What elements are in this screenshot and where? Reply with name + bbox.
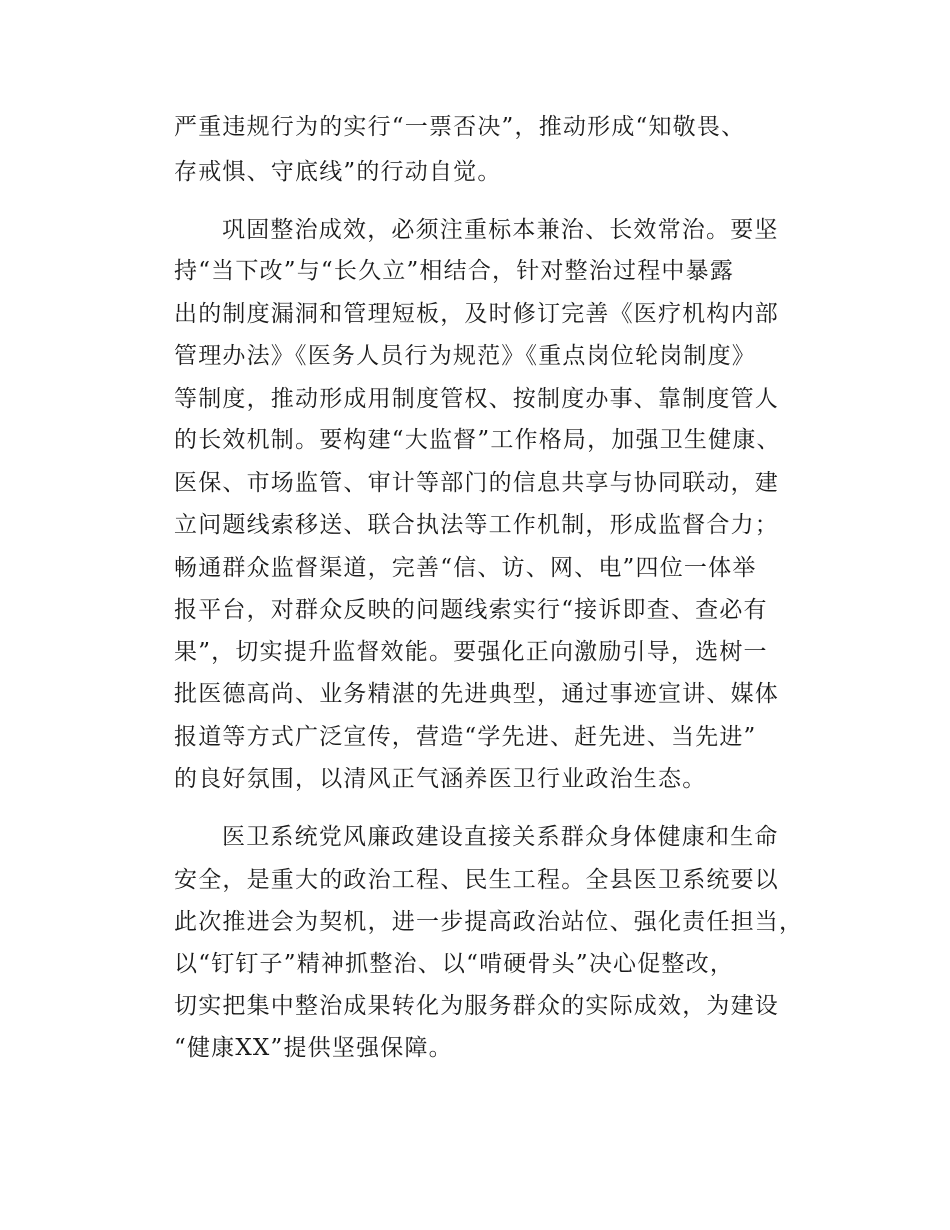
paragraph-1-line-1: 严重违规行为的实行“一票否决”，推动形成“知敬畏、 [174,114,746,140]
paragraph-2-line-12: 批医德高尚、业务精湛的先进典型，通过事迹宣讲、媒体 [174,681,779,707]
paragraph-2-line-5: 等制度，推动形成用制度管权、按制度办事、靠制度管人 [174,386,779,412]
paragraph-2-line-11: 果”，切实提升监督效能。要强化正向激励引导，选树一 [174,639,768,665]
paragraph-1-line-2: 存戒惧、守底线”的行动自觉。 [174,159,502,185]
paragraph-2-line-9: 畅通群众监督渠道，完善“信、访、网、电”四位一体举 [174,555,757,581]
paragraph-2-line-3: 出的制度漏洞和管理短板，及时修订完善《医疗机构内部 [174,301,779,327]
paragraph-2-line-8: 立问题线索移送、联合执法等工作机制，形成监督合力； [174,512,779,538]
paragraph-3-line-5: 切实把集中整治成果转化为服务群众的实际成效，为建设 [174,993,779,1019]
paragraph-3-line-6: “健康XX”提供坚强保障。 [174,1035,453,1061]
paragraph-2-line-7: 医保、市场监管、审计等部门的信息共享与协同联动，建 [174,470,779,496]
paragraph-3-line-2: 安全，是重大的政治工程、民生工程。全县医卫系统要以 [174,867,779,893]
paragraph-2-line-10: 报平台，对群众反映的问题线索实行“接诉即查、查必有 [174,597,768,623]
paragraph-3-line-3: 此次推进会为契机，进一步提高政治站位、强化责任担当， [174,909,804,935]
paragraph-2-line-13: 报道等方式广泛宣传，营造“学先进、赶先进、当先进” [174,724,757,750]
paragraph-2-line-4: 管理办法》《医务人员行为规范》《重点岗位轮岗制度》 [174,343,756,369]
paragraph-2-line-14: 的良好氛围，以清风正气涵养医卫行业政治生态。 [174,766,707,792]
paragraph-2-line-2: 持“当下改”与“长久立”相结合，针对整治过程中暴露 [174,258,735,284]
paragraph-3-line-4: 以“钉钉子”精神抓整治、以“啃硬骨头”决心促整改， [174,951,735,977]
paragraph-3-line-1: 医卫系统党风廉政建设直接关系群众身体健康和生命 [222,824,779,850]
paragraph-2-line-1: 巩固整治成效，必须注重标本兼治、长效常治。要坚 [222,217,779,243]
paragraph-2-line-6: 的长效机制。要构建“大监督”工作格局，加强卫生健康、 [174,427,781,453]
